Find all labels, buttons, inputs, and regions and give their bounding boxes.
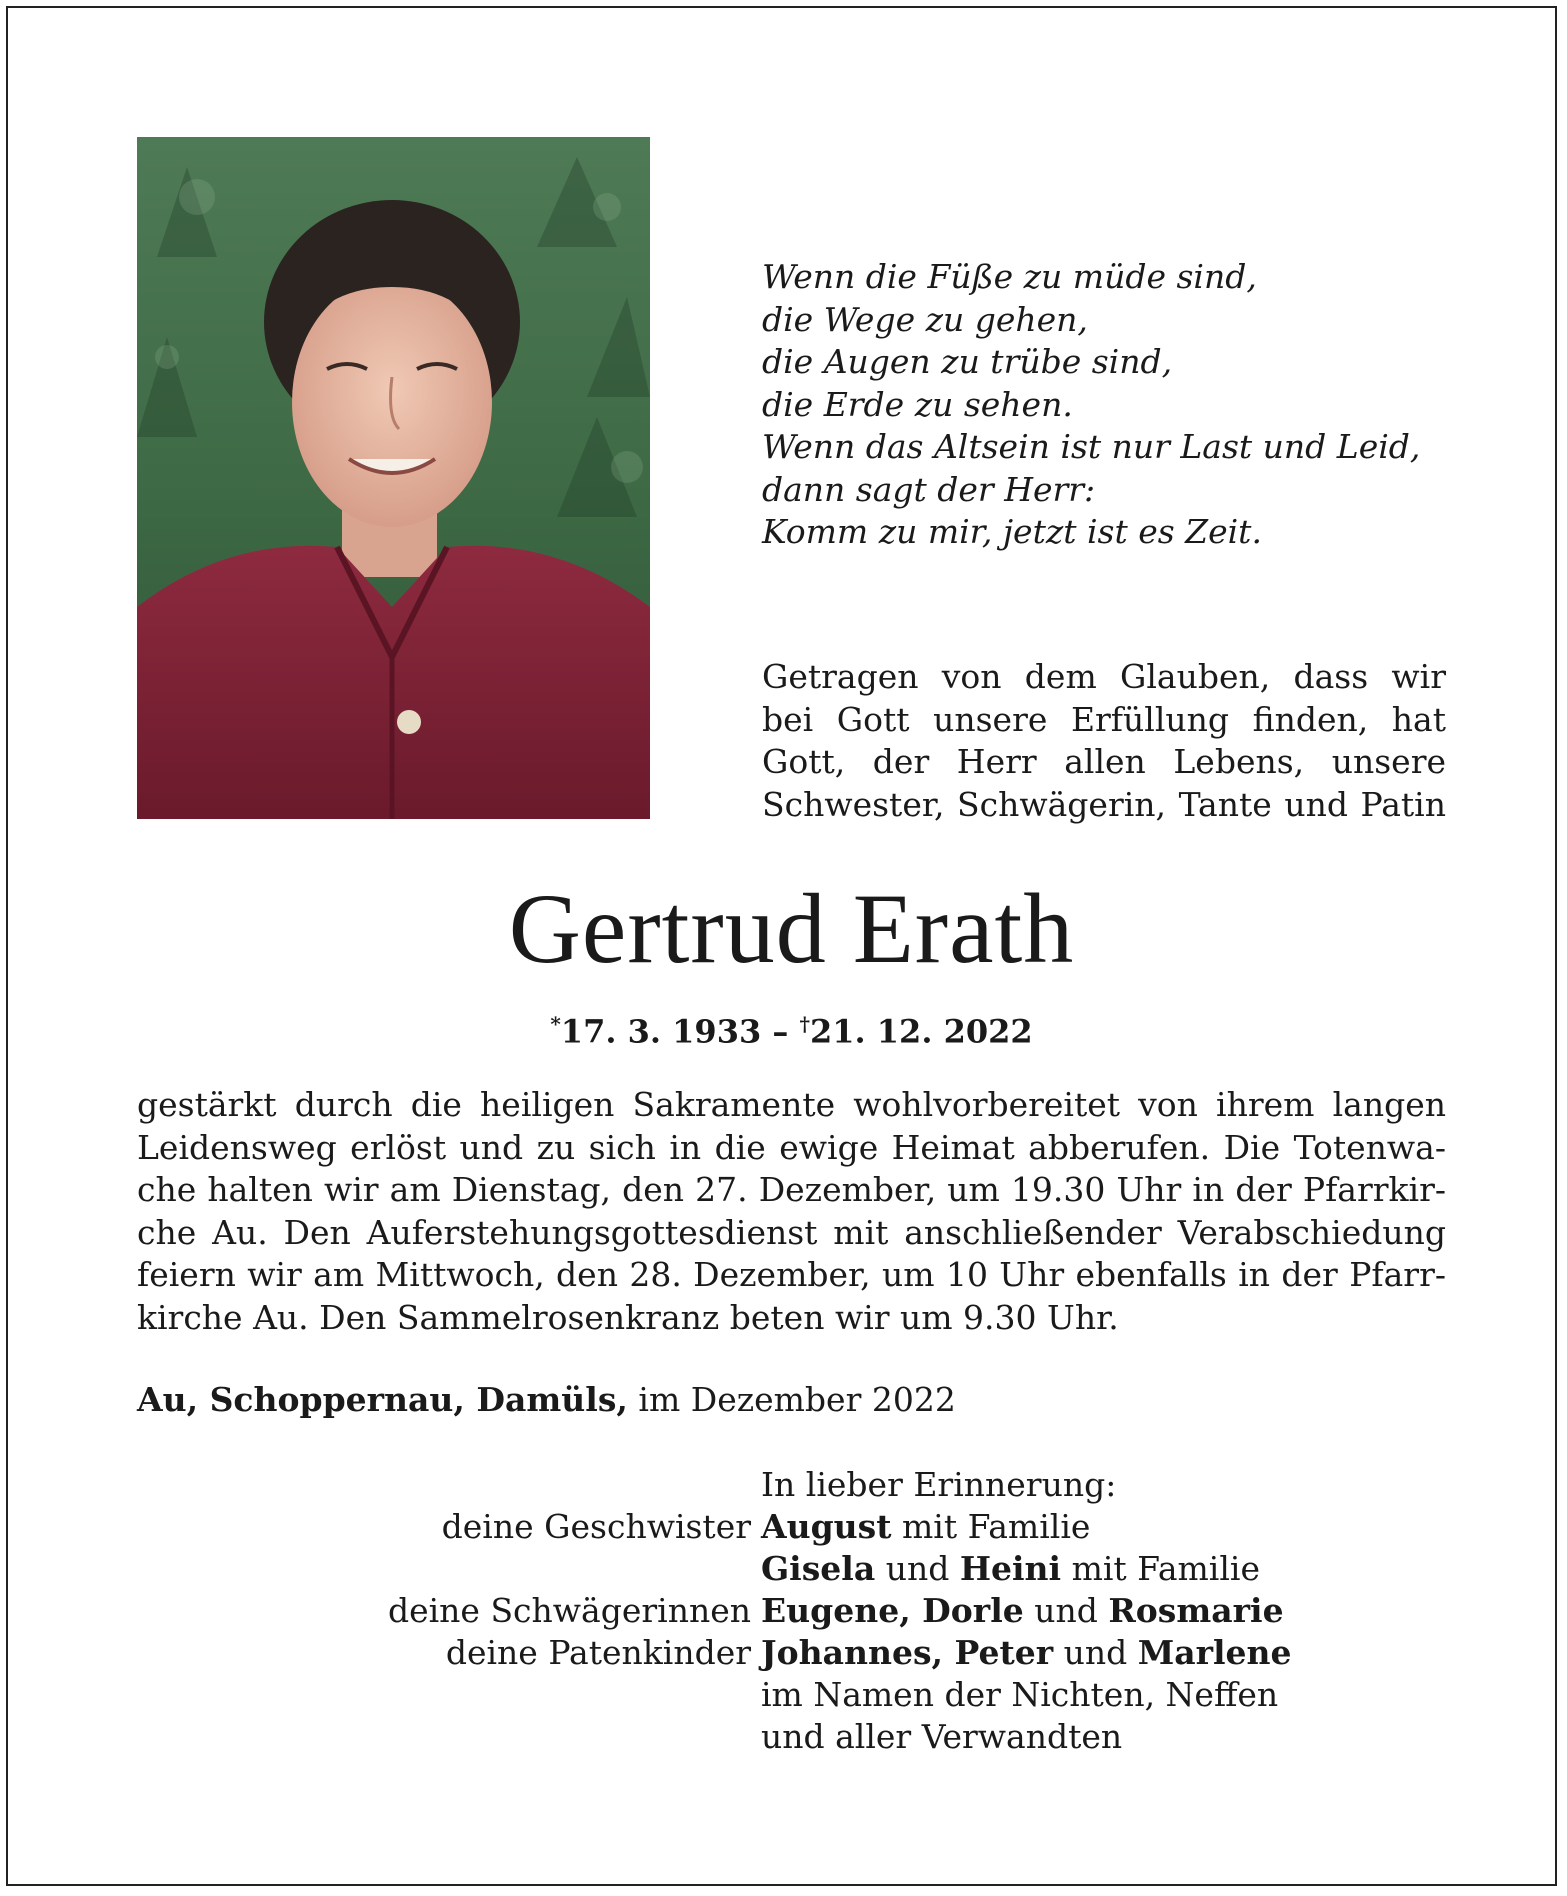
intro-line: Getragen von dem Glauben, dass wir: [762, 657, 1446, 696]
notice-date: im Dezember 2022: [627, 1380, 956, 1419]
inlaws-last: Rosmarie: [1108, 1591, 1284, 1630]
sibling-name: August: [761, 1507, 892, 1546]
siblings-label: deine Geschwister: [441, 1507, 751, 1546]
conjunction: und: [1023, 1591, 1109, 1630]
body-line: che Au. Den Auferstehungsgottesdienst mit anschließender Verabschiedung: [137, 1212, 1446, 1252]
godchildren-label: deine Patenkinder: [445, 1633, 751, 1672]
signature-block: [137, 1464, 1446, 1758]
intro-line: Gott, der Herr allen Lebens, unsere: [762, 742, 1446, 781]
inlaws-names: Eugene, Dorle: [761, 1591, 1024, 1630]
conjunction: und: [1053, 1633, 1138, 1672]
intro-paragraph: [762, 656, 1446, 826]
portrait-photo: [137, 137, 650, 819]
poem-line: Wenn die Füße zu müde sind,: [762, 257, 1257, 296]
poem-line: Wenn das Altsein ist nur Last und Leid,: [762, 427, 1421, 466]
body-line: kirche Au. Den Sammelrosenkranz beten wir um 9.30 Uhr.: [137, 1297, 1119, 1337]
sibling-name: Gisela: [761, 1549, 876, 1588]
poem-line: Komm zu mir, jetzt ist es Zeit.: [762, 512, 1262, 551]
intro-line: bei Gott unsere Erfüllung finden, hat: [762, 699, 1446, 739]
life-dates: [8, 1003, 1567, 1053]
locations: Au, Schoppernau, Damüls,: [137, 1380, 628, 1419]
place-and-date: [137, 1379, 956, 1421]
intro-line: Schwester, Schwägerin, Tante und Patin: [762, 784, 1446, 824]
date-separator: –: [761, 1012, 800, 1051]
godchildren-last: Marlene: [1137, 1633, 1292, 1672]
poem-line: dann sagt der Herr:: [762, 469, 1096, 509]
poem-line: die Erde zu sehen.: [762, 384, 1073, 424]
family-suffix: mit Familie: [1061, 1549, 1260, 1588]
family-suffix: mit Familie: [891, 1507, 1091, 1546]
closing-line: und aller Verwandten: [761, 1717, 1123, 1756]
body-line: feiern wir am Mittwoch, den 28. Dezember, um 10 Uhr ebenfalls in der Pfarr-: [137, 1255, 1446, 1294]
poem-line: die Wege zu gehen,: [762, 299, 1088, 339]
body-line: gestärkt durch die heiligen Sakramente wohlvorbereitet von ihrem langen: [137, 1085, 1446, 1124]
poem-line: die Augen zu trübe sind,: [762, 342, 1173, 381]
body-line: Leidensweg erlöst und zu sich in die ewige Heimat abberufen. Die Totenwa-: [137, 1127, 1446, 1167]
portrait-illustration: [137, 137, 650, 819]
conjunction: und: [875, 1549, 960, 1588]
inlaws-label: deine Schwägerinnen: [387, 1591, 751, 1630]
memory-heading: In lieber Erinnerung:: [761, 1465, 1117, 1504]
partner-name: Heini: [959, 1549, 1062, 1588]
closing-line: im Namen der Nichten, Neffen: [761, 1675, 1279, 1714]
obituary-frame: [6, 6, 1557, 1886]
birth-symbol: *: [550, 1012, 561, 1036]
poem: [762, 256, 1482, 554]
birth-date: 17. 3. 1933: [560, 1012, 762, 1051]
death-symbol: †: [799, 1012, 810, 1036]
body-line: che halten wir am Dienstag, den 27. Dezember, um 19.30 Uhr in der Pfarrkir-: [137, 1170, 1446, 1209]
godchildren-names: Johannes, Peter: [761, 1633, 1054, 1672]
deceased-name: Gertrud Erath: [508, 873, 1075, 984]
death-date: 21. 12. 2022: [809, 1012, 1033, 1051]
service-announcement: [137, 1084, 1446, 1339]
